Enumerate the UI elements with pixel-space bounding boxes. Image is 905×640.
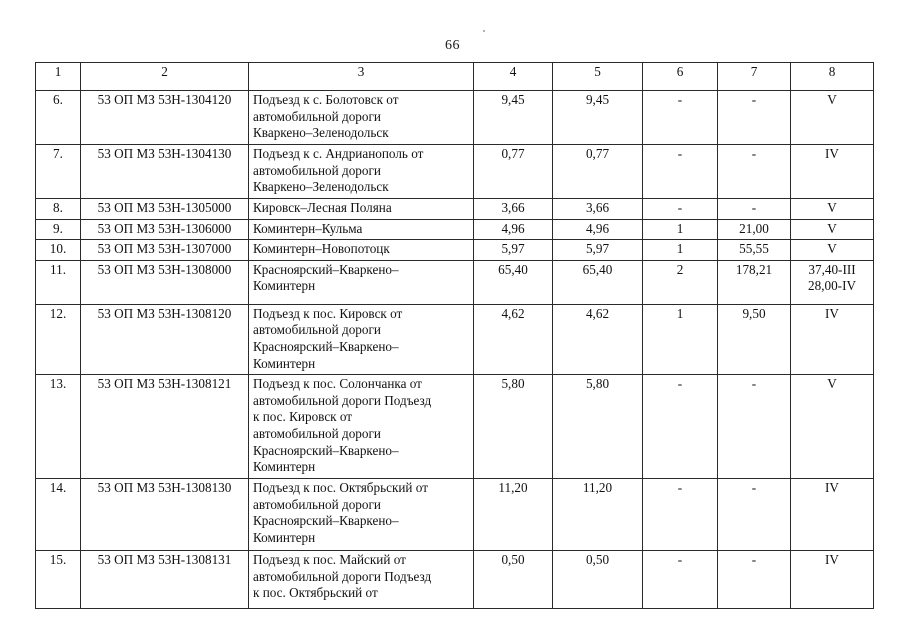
- table-row: [36, 219, 874, 240]
- bridge-length-cell: 21,00: [718, 219, 791, 240]
- road-category-cell-line: V: [827, 241, 837, 257]
- road-name-cell-line: автомобильной дороги Подъезд: [253, 568, 432, 584]
- length-paved-cell: 0,50: [553, 551, 643, 609]
- column-header-4: 4: [474, 63, 553, 91]
- bridge-length-cell: 178,21: [718, 260, 791, 304]
- row-index-cell: 9.: [36, 219, 81, 240]
- road-category-cell: [791, 260, 874, 304]
- length-total-cell: 3,66: [474, 199, 553, 220]
- road-category-cell: [791, 240, 874, 261]
- length-paved-cell: 11,20: [553, 479, 643, 551]
- road-category-cell-line: 37,40-III: [808, 261, 856, 277]
- road-name-cell-line: Подъезд к пос. Октябрьский от: [253, 480, 428, 496]
- bridge-count-cell: -: [643, 91, 718, 145]
- length-total-cell: 0,50: [474, 551, 553, 609]
- road-name-cell-line: Коминтерн–Новопотоцк: [253, 241, 390, 257]
- road-category-cell-line: IV: [825, 552, 839, 568]
- length-total-cell: 4,62: [474, 304, 553, 374]
- road-code-cell: 53 ОП МЗ 53Н-1306000: [81, 219, 249, 240]
- road-name-cell-line: автомобильной дороги Подъезд: [253, 392, 432, 408]
- length-paved-cell: 5,80: [553, 375, 643, 479]
- table-row: [36, 479, 874, 551]
- road-code-cell: 53 ОП МЗ 53Н-1308121: [81, 375, 249, 479]
- row-index-cell: 7.: [36, 145, 81, 199]
- road-register-table: [35, 62, 874, 609]
- road-name-cell-line: Подъезд к пос. Кировск от: [253, 305, 403, 321]
- road-name-cell-line: Коминтерн–Кульма: [253, 220, 363, 236]
- length-total-cell: 9,45: [474, 91, 553, 145]
- column-header-8: 8: [791, 63, 874, 91]
- road-name-cell-line: Коминтерн: [253, 459, 316, 475]
- road-name-cell: [249, 199, 474, 220]
- road-code-cell: 53 ОП МЗ 53Н-1308130: [81, 479, 249, 551]
- row-index-cell: 11.: [36, 260, 81, 304]
- column-header-3: 3: [249, 63, 474, 91]
- table-row: [36, 91, 874, 145]
- road-name-cell: [249, 375, 474, 479]
- bridge-count-cell: -: [643, 551, 718, 609]
- road-name-cell-line: автомобильной дороги: [253, 162, 381, 178]
- road-name-cell-line: Красноярский–Кваркено–: [253, 513, 399, 529]
- road-name-cell-line: Подъезд к с. Болотовск от: [253, 92, 399, 107]
- road-name-cell-line: Кваркено–Зеленодольск: [253, 125, 389, 141]
- road-category-cell: [791, 551, 874, 609]
- bridge-count-cell: 2: [643, 260, 718, 304]
- road-name-cell: [249, 479, 474, 551]
- bridge-count-cell: -: [643, 375, 718, 479]
- road-register-table-container: [35, 62, 873, 609]
- row-index-cell: 14.: [36, 479, 81, 551]
- road-name-cell: [249, 91, 474, 145]
- column-header-7: 7: [718, 63, 791, 91]
- length-paved-cell: 3,66: [553, 199, 643, 220]
- road-category-cell: [791, 219, 874, 240]
- road-code-cell: 53 ОП МЗ 53Н-1305000: [81, 199, 249, 220]
- row-index-cell: 12.: [36, 304, 81, 374]
- road-category-cell: [791, 91, 874, 145]
- column-header-6: 6: [643, 63, 718, 91]
- row-index-cell: 13.: [36, 375, 81, 479]
- road-name-cell-line: к пос. Октябрьский от: [253, 585, 378, 601]
- road-code-cell: 53 ОП МЗ 53Н-1307000: [81, 240, 249, 261]
- road-category-cell-line: V: [827, 200, 837, 215]
- column-header-5: 5: [553, 63, 643, 91]
- road-category-cell-line: IV: [825, 305, 839, 321]
- length-paved-cell: 4,62: [553, 304, 643, 374]
- table-row: [36, 199, 874, 220]
- bridge-length-cell: -: [718, 551, 791, 609]
- road-name-cell: [249, 551, 474, 609]
- road-name-cell-line: Кировск–Лесная Поляна: [253, 200, 392, 215]
- road-name-cell: [249, 219, 474, 240]
- road-name-cell-line: автомобильной дороги: [253, 425, 381, 441]
- road-name-cell-line: Подъезд к пос. Майский от: [253, 552, 406, 568]
- length-total-cell: 11,20: [474, 479, 553, 551]
- length-paved-cell: 4,96: [553, 219, 643, 240]
- road-name-cell-line: к пос. Кировск от: [253, 409, 353, 425]
- road-name-cell-line: автомобильной дороги: [253, 496, 381, 512]
- road-code-cell: 53 ОП МЗ 53Н-1308131: [81, 551, 249, 609]
- bridge-length-cell: 55,55: [718, 240, 791, 261]
- bridge-length-cell: -: [718, 91, 791, 145]
- road-category-cell: [791, 375, 874, 479]
- road-code-cell: 53 ОП МЗ 53Н-1304120: [81, 91, 249, 145]
- road-category-cell: [791, 479, 874, 551]
- row-index-cell: 15.: [36, 551, 81, 609]
- road-category-cell: [791, 304, 874, 374]
- bridge-length-cell: -: [718, 479, 791, 551]
- road-category-cell: [791, 199, 874, 220]
- length-paved-cell: 65,40: [553, 260, 643, 304]
- length-paved-cell: 9,45: [553, 91, 643, 145]
- length-total-cell: 5,97: [474, 240, 553, 261]
- bridge-length-cell: -: [718, 375, 791, 479]
- road-name-cell-line: Подъезд к с. Андрианополь от: [253, 146, 424, 161]
- table-row: [36, 375, 874, 479]
- road-category-cell-line: IV: [825, 146, 839, 161]
- length-paved-cell: 0,77: [553, 145, 643, 199]
- road-name-cell-line: Красноярский–Кваркено–: [253, 338, 399, 354]
- road-category-cell-line: V: [827, 92, 837, 107]
- road-name-cell-line: Кваркено–Зеленодольск: [253, 179, 389, 195]
- road-name-cell: [249, 260, 474, 304]
- bridge-count-cell: 1: [643, 240, 718, 261]
- table-header-row: [36, 63, 874, 91]
- road-category-cell-line: IV: [825, 480, 839, 496]
- table-row: [36, 551, 874, 609]
- road-code-cell: 53 ОП МЗ 53Н-1308120: [81, 304, 249, 374]
- table-row: [36, 260, 874, 304]
- length-total-cell: 0,77: [474, 145, 553, 199]
- road-name-cell-line: Коминтерн: [253, 529, 316, 545]
- table-row: [36, 145, 874, 199]
- table-header: [36, 63, 874, 91]
- column-header-1: 1: [36, 63, 81, 91]
- row-index-cell: 6.: [36, 91, 81, 145]
- bridge-count-cell: -: [643, 479, 718, 551]
- road-name-cell: [249, 240, 474, 261]
- length-total-cell: 5,80: [474, 375, 553, 479]
- table-body: [36, 91, 874, 609]
- road-name-cell-line: Коминтерн: [253, 278, 316, 294]
- bridge-count-cell: -: [643, 199, 718, 220]
- road-name-cell-line: Подъезд к пос. Солончанка от: [253, 376, 422, 392]
- road-category-cell: [791, 145, 874, 199]
- bridge-count-cell: -: [643, 145, 718, 199]
- road-name-cell-line: Коминтерн: [253, 355, 316, 371]
- road-category-cell-line: V: [827, 376, 837, 392]
- road-code-cell: 53 ОП МЗ 53Н-1308000: [81, 260, 249, 304]
- length-total-cell: 4,96: [474, 219, 553, 240]
- road-name-cell-line: автомобильной дороги: [253, 108, 381, 124]
- road-name-cell-line: Красноярский–Кваркено–: [253, 261, 399, 277]
- row-index-cell: 10.: [36, 240, 81, 261]
- road-name-cell: [249, 304, 474, 374]
- road-name-cell-line: Красноярский–Кваркено–: [253, 442, 399, 458]
- page-number: 66: [445, 38, 460, 53]
- road-name-cell-line: автомобильной дороги: [253, 322, 381, 338]
- bridge-length-cell: 9,50: [718, 304, 791, 374]
- road-code-cell: 53 ОП МЗ 53Н-1304130: [81, 145, 249, 199]
- row-index-cell: 8.: [36, 199, 81, 220]
- bridge-length-cell: -: [718, 145, 791, 199]
- table-row: [36, 304, 874, 374]
- road-category-cell-line: 28,00-IV: [808, 278, 856, 294]
- table-row: [36, 240, 874, 261]
- bridge-count-cell: 1: [643, 304, 718, 374]
- length-total-cell: 65,40: [474, 260, 553, 304]
- bridge-count-cell: 1: [643, 219, 718, 240]
- road-name-cell: [249, 145, 474, 199]
- column-header-2: 2: [81, 63, 249, 91]
- scan-artifact-speck: [483, 30, 485, 32]
- road-category-cell-line: V: [827, 220, 837, 236]
- length-paved-cell: 5,97: [553, 240, 643, 261]
- bridge-length-cell: -: [718, 199, 791, 220]
